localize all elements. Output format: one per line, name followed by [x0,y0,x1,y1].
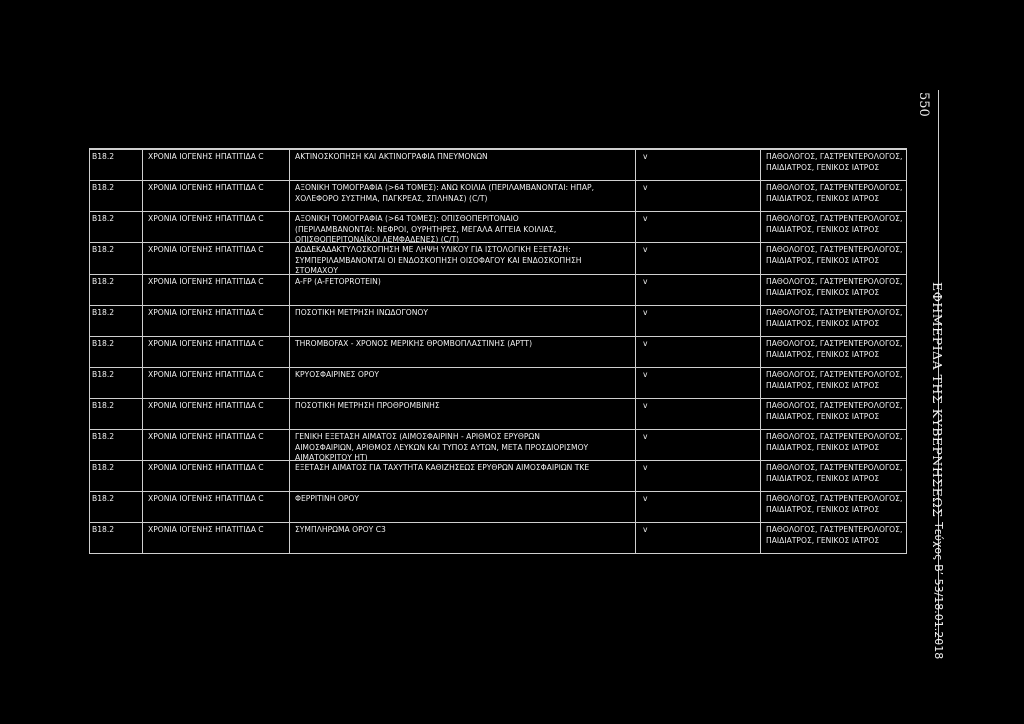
row-code: Β18.2 [92,152,115,161]
row-code: Β18.2 [92,463,115,472]
row-exam: ΔΩΔΕΚΑΔΑΚΤΥΛΟΣΚΟΠΗΣΗ ΜΕ ΛΗΨΗ ΥΛΙΚΟΥ ΓΙΑ ΙΣΤΟΛΟΓΙΚΗ ΕΞΕΤΑΣΗ: ΣΥΜΠΕΡΙΛΑΜΒΑΝΟΝΤΑΙ ΟΙ ΕΝΔΟΣΚΟΠΗΣΗ ΟΙΣΟΦΑΓΟΥ ΚΑΙ ΕΝΔΟΣΚΟΠΗΣΗ ΣΤΟΜΑΧΟΥ [295,245,582,276]
row-specialties: ΠΑΘΟΛΟΓΟΣ, ΓΑΣΤΡΕΝΤΕΡΟΛΟΓΟΣ, ΠΑΙΔΙΑΤΡΟΣ, ΓΕΝΙΚΟΣ ΙΑΤΡΟΣ [766,339,903,359]
table-row [90,460,906,491]
row-mark: v [643,401,648,410]
row-disease: ΧΡΟΝΙΑ ΙΟΓΕΝΗΣ ΗΠΑΤΙΤΙΔΑ C [148,463,264,472]
row-mark: v [643,432,648,441]
row-disease: ΧΡΟΝΙΑ ΙΟΓΕΝΗΣ ΗΠΑΤΙΤΙΔΑ C [148,370,264,379]
issue-reference: Τεύχος Β’ 53/18.01.2018 [932,522,945,660]
table-row [90,149,906,180]
row-specialties: ΠΑΘΟΛΟΓΟΣ, ΓΑΣΤΡΕΝΤΕΡΟΛΟΓΟΣ, ΠΑΙΔΙΑΤΡΟΣ, ΓΕΝΙΚΟΣ ΙΑΤΡΟΣ [766,308,903,328]
row-mark: v [643,308,648,317]
row-mark: v [643,214,648,223]
row-code: Β18.2 [92,245,115,254]
table-row [90,180,906,211]
page-number: 550 [916,92,931,117]
row-specialties: ΠΑΘΟΛΟΓΟΣ, ΓΑΣΤΡΕΝΤΕΡΟΛΟΓΟΣ, ΠΑΙΔΙΑΤΡΟΣ, ΓΕΝΙΚΟΣ ΙΑΤΡΟΣ [766,525,903,545]
table-row [90,367,906,398]
row-code: Β18.2 [92,214,115,223]
table-row [90,305,906,336]
row-specialties: ΠΑΘΟΛΟΓΟΣ, ΓΑΣΤΡΕΝΤΕΡΟΛΟΓΟΣ, ΠΑΙΔΙΑΤΡΟΣ, ΓΕΝΙΚΟΣ ΙΑΤΡΟΣ [766,152,903,172]
row-disease: ΧΡΟΝΙΑ ΙΟΓΕΝΗΣ ΗΠΑΤΙΤΙΔΑ C [148,494,264,503]
table-row [90,211,906,245]
publication-title: ΕΦΗΜΕΡΙΔΑ ΤΗΣ ΚΥΒΕΡΝΗΣΕΩΣ [930,282,945,518]
row-code: Β18.2 [92,401,115,410]
row-exam: ΕΞΕΤΑΣΗ ΑΙΜΑΤΟΣ ΓΙΑ ΤΑΧΥΤΗΤΑ ΚΑΘΙΖΗΣΕΩΣ ΕΡΥΘΡΩΝ ΑΙΜΟΣΦΑΙΡΙΩΝ ΤΚΕ [295,463,590,472]
row-disease: ΧΡΟΝΙΑ ΙΟΓΕΝΗΣ ΗΠΑΤΙΤΙΔΑ C [148,183,264,192]
row-code: Β18.2 [92,525,115,534]
row-mark: v [643,339,648,348]
table-row [90,274,906,305]
row-exam: ΑΚΤΙΝΟΣΚΟΠΗΣΗ ΚΑΙ ΑΚΤΙΝΟΓΡΑΦΙΑ ΠΝΕΥΜΟΝΩΝ [295,152,488,161]
row-code: Β18.2 [92,339,115,348]
row-exam: ΑΞΟΝΙΚΗ ΤΟΜΟΓΡΑΦΙΑ (>64 ΤΟΜΕΣ): ΟΠΙΣΘΟΠΕΡΙΤΟΝΑΙΟ (ΠΕΡΙΛΑΜΒΑΝΟΝΤΑΙ: ΝΕΦΡΟΙ, ΟΥΡΗΤΗΡΕΣ, ΜΕΓΑΛΑ ΑΓΓΕΙΑ ΚΟΙΛΙΑΣ, ΟΠΙΣΘΟΠΕΡΙΤΟΝΑΪΚΟΙ ΛΕΜΦΑΔΕΝΕΣ) (C/T) [295,214,557,245]
row-specialties: ΠΑΘΟΛΟΓΟΣ, ΓΑΣΤΡΕΝΤΕΡΟΛΟΓΟΣ, ΠΑΙΔΙΑΤΡΟΣ, ΓΕΝΙΚΟΣ ΙΑΤΡΟΣ [766,245,903,265]
row-specialties: ΠΑΘΟΛΟΓΟΣ, ΓΑΣΤΡΕΝΤΕΡΟΛΟΓΟΣ, ΠΑΙΔΙΑΤΡΟΣ, ΓΕΝΙΚΟΣ ΙΑΤΡΟΣ [766,214,903,234]
row-exam: ΑΞΟΝΙΚΗ ΤΟΜΟΓΡΑΦΙΑ (>64 ΤΟΜΕΣ): ΑΝΩ ΚΟΙΛΙΑ (ΠΕΡΙΛΑΜΒΑΝΟΝΤΑΙ: ΗΠΑΡ, ΧΟΛΕΦΟΡΟ ΣΥΣΤΗΜΑ, ΠΑΓΚΡΕΑΣ, ΣΠΛΗΝΑΣ) (C/T) [295,183,595,203]
row-mark: v [643,183,648,192]
exam-table [89,148,907,554]
table-row [90,522,906,553]
row-exam: ΦΕΡΡΙΤΙΝΗ ΟΡΟΥ [295,494,360,503]
row-exam: THROMBOFAX - ΧΡΟΝΟΣ ΜΕΡΙΚΗΣ ΘΡΟΜΒΟΠΛΑΣΤΙΝΗΣ (APTT) [295,339,533,348]
row-exam: ΠΟΣΟΤΙΚΗ ΜΕΤΡΗΣΗ ΠΡΟΘΡΟΜΒΙΝΗΣ [295,401,440,410]
row-specialties: ΠΑΘΟΛΟΓΟΣ, ΓΑΣΤΡΕΝΤΕΡΟΛΟΓΟΣ, ΠΑΙΔΙΑΤΡΟΣ, ΓΕΝΙΚΟΣ ΙΑΤΡΟΣ [766,183,903,203]
row-mark: v [643,370,648,379]
row-code: Β18.2 [92,370,115,379]
row-mark: v [643,277,648,286]
row-disease: ΧΡΟΝΙΑ ΙΟΓΕΝΗΣ ΗΠΑΤΙΤΙΔΑ C [148,152,264,161]
table-row [90,491,906,522]
row-disease: ΧΡΟΝΙΑ ΙΟΓΕΝΗΣ ΗΠΑΤΙΤΙΔΑ C [148,432,264,441]
row-mark: v [643,463,648,472]
row-exam: ΠΟΣΟΤΙΚΗ ΜΕΤΡΗΣΗ ΙΝΩΔΟΓΟΝΟΥ [295,308,429,317]
row-disease: ΧΡΟΝΙΑ ΙΟΓΕΝΗΣ ΗΠΑΤΙΤΙΔΑ C [148,277,264,286]
table-row [90,336,906,367]
row-disease: ΧΡΟΝΙΑ ΙΟΓΕΝΗΣ ΗΠΑΤΙΤΙΔΑ C [148,308,264,317]
row-specialties: ΠΑΘΟΛΟΓΟΣ, ΓΑΣΤΡΕΝΤΕΡΟΛΟΓΟΣ, ΠΑΙΔΙΑΤΡΟΣ, ΓΕΝΙΚΟΣ ΙΑΤΡΟΣ [766,277,903,297]
row-exam: ΚΡΥΟΣΦΑΙΡΙΝΕΣ ΟΡΟΥ [295,370,380,379]
row-mark: v [643,152,648,161]
row-specialties: ΠΑΘΟΛΟΓΟΣ, ΓΑΣΤΡΕΝΤΕΡΟΛΟΓΟΣ, ΠΑΙΔΙΑΤΡΟΣ, ΓΕΝΙΚΟΣ ΙΑΤΡΟΣ [766,370,903,390]
row-code: Β18.2 [92,183,115,192]
row-specialties: ΠΑΘΟΛΟΓΟΣ, ΓΑΣΤΡΕΝΤΕΡΟΛΟΓΟΣ, ΠΑΙΔΙΑΤΡΟΣ, ΓΕΝΙΚΟΣ ΙΑΤΡΟΣ [766,432,903,452]
row-code: Β18.2 [92,308,115,317]
row-mark: v [643,494,648,503]
row-specialties: ΠΑΘΟΛΟΓΟΣ, ΓΑΣΤΡΕΝΤΕΡΟΛΟΓΟΣ, ΠΑΙΔΙΑΤΡΟΣ, ΓΕΝΙΚΟΣ ΙΑΤΡΟΣ [766,494,903,514]
table-row [90,242,906,274]
row-disease: ΧΡΟΝΙΑ ΙΟΓΕΝΗΣ ΗΠΑΤΙΤΙΔΑ C [148,525,264,534]
row-exam: ΓΕΝΙΚΗ ΕΞΕΤΑΣΗ ΑΙΜΑΤΟΣ (ΑΙΜΟΣΦΑΙΡΙΝΗ - ΑΡΙΘΜΟΣ ΕΡΥΘΡΩΝ ΑΙΜΟΣΦΑΙΡΙΩΝ, ΑΡΙΘΜΟΣ ΛΕΥΚΩΝ ΚΑΙ ΤΥΠΟΣ ΑΥΤΩΝ, ΜΕΤΑ ΠΡΟΣΔΙΟΡΙΣΜΟΥ ΑΙΜΑΤΟΚΡΙΤΟΥ ΗΤ) [295,432,589,463]
row-exam: A-FP (A-FETOPROTEIN) [295,277,381,286]
row-exam: ΣΥΜΠΛΗΡΩΜΑ ΟΡΟΥ C3 [295,525,386,534]
row-mark: v [643,525,648,534]
table-row [90,429,906,463]
row-disease: ΧΡΟΝΙΑ ΙΟΓΕΝΗΣ ΗΠΑΤΙΤΙΔΑ C [148,245,264,254]
table-row [90,398,906,429]
row-specialties: ΠΑΘΟΛΟΓΟΣ, ΓΑΣΤΡΕΝΤΕΡΟΛΟΓΟΣ, ΠΑΙΔΙΑΤΡΟΣ, ΓΕΝΙΚΟΣ ΙΑΤΡΟΣ [766,401,903,421]
row-code: Β18.2 [92,277,115,286]
row-disease: ΧΡΟΝΙΑ ΙΟΓΕΝΗΣ ΗΠΑΤΙΤΙΔΑ C [148,214,264,223]
row-mark: v [643,245,648,254]
row-specialties: ΠΑΘΟΛΟΓΟΣ, ΓΑΣΤΡΕΝΤΕΡΟΛΟΓΟΣ, ΠΑΙΔΙΑΤΡΟΣ, ΓΕΝΙΚΟΣ ΙΑΤΡΟΣ [766,463,903,483]
row-disease: ΧΡΟΝΙΑ ΙΟΓΕΝΗΣ ΗΠΑΤΙΤΙΔΑ C [148,339,264,348]
row-code: Β18.2 [92,494,115,503]
row-code: Β18.2 [92,432,115,441]
row-disease: ΧΡΟΝΙΑ ΙΟΓΕΝΗΣ ΗΠΑΤΙΤΙΔΑ C [148,401,264,410]
